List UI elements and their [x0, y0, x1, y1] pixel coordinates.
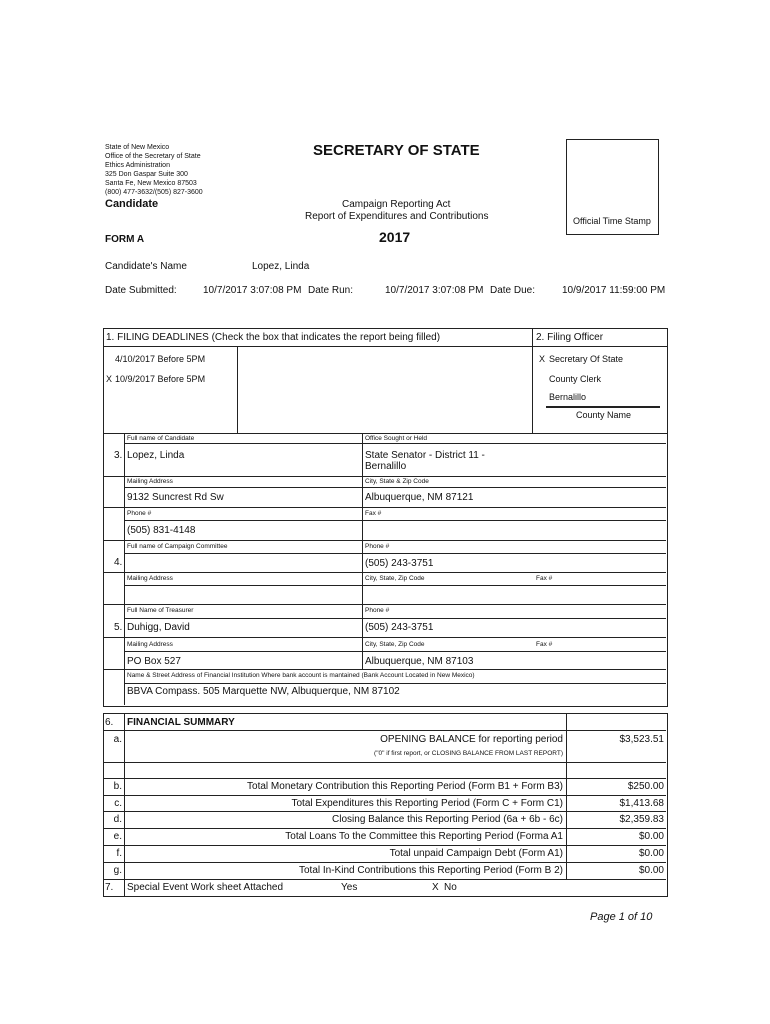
- divider: [124, 553, 666, 554]
- divider: [124, 713, 125, 896]
- row-label: Total In-Kind Contributions this Reporting Period (Form B 2): [298, 865, 563, 876]
- row-label: Total Monetary Contribution this Reporting Period (Form B1 + Form B3): [247, 781, 563, 792]
- agency-line: 325 Don Gaspar Suite 300: [105, 171, 188, 178]
- bank-label: Name & Street Address of Financial Institution Where bank account is mantained (Bank Account Located in New Mexico): [127, 672, 475, 679]
- row-label: Total unpaid Campaign Debt (Form A1): [389, 848, 563, 859]
- treasurer-name-label: Full Name of Treasurer: [127, 607, 194, 614]
- date-due-label: Date Due:: [490, 285, 536, 296]
- act-title: Campaign Reporting Act: [342, 199, 451, 210]
- row-letter: d.: [113, 814, 122, 825]
- time-stamp-label: Official Time Stamp: [573, 216, 651, 226]
- treasurer-phone: (505) 243-3751: [365, 622, 434, 633]
- office-sought: [365, 450, 485, 472]
- treasurer-city-label: City, State, Zip Code: [365, 641, 425, 648]
- row-value: $0.00: [638, 831, 664, 842]
- section-3-number: 3.: [114, 450, 123, 461]
- divider: [103, 828, 666, 829]
- row-label: Total Loans To the Committee this Reporting Period (Forma A1: [285, 831, 563, 842]
- filing-officer-header: 2. Filing Officer: [536, 332, 604, 343]
- divider: [124, 585, 666, 586]
- agency-line: Santa Fe, New Mexico 87503: [105, 180, 197, 187]
- candidate-heading: Candidate: [105, 198, 159, 210]
- summary-number: 6.: [105, 717, 114, 728]
- divider: [103, 604, 666, 605]
- office-sought-label: Office Sought or Held: [365, 435, 428, 442]
- bank-address: BBVA Compass. 505 Marquette NW, Albuquerque, NM 87102: [127, 686, 400, 697]
- divider: [532, 328, 533, 433]
- divider: [362, 433, 363, 669]
- agency-line: Office of the Secretary of State: [105, 153, 201, 160]
- opening-balance-value: $3,523.51: [619, 734, 664, 745]
- filing-deadlines-header: 1. FILING DEADLINES (Check the box that indicates the report being filled): [106, 332, 441, 343]
- committee-name-label: Full name of Campaign Committee: [127, 543, 228, 550]
- row-value: $0.00: [638, 865, 664, 876]
- event-label: Special Event Work sheet Attached: [127, 882, 284, 893]
- city-state-zip: Albuquerque, NM 87121: [365, 492, 474, 503]
- treasurer-mailing: PO Box 527: [127, 656, 181, 667]
- candidate-name-label: Candidate's Name: [105, 261, 187, 272]
- divider: [103, 862, 666, 863]
- sos-mark: X: [539, 354, 546, 364]
- time-stamp-box: [566, 139, 659, 235]
- deadline-option-2: 10/9/2017 Before 5PM: [115, 374, 206, 384]
- divider: [103, 778, 666, 779]
- candidate-full-name: Lopez, Linda: [127, 450, 185, 461]
- treasurer-fax-label: Fax #: [536, 641, 553, 648]
- divider: [103, 762, 666, 763]
- row-value: $0.00: [638, 848, 664, 859]
- summary-title: FINANCIAL SUMMARY: [127, 717, 235, 728]
- opening-balance-note: ("0" if first report, or CLOSING BALANCE FROM LAST REPORT): [374, 750, 563, 757]
- agency-line: Ethics Administration: [105, 162, 170, 169]
- divider: [124, 683, 666, 684]
- date-submitted: 10/7/2017 3:07:08 PM: [203, 285, 302, 296]
- divider: [103, 811, 666, 812]
- report-year: 2017: [379, 229, 411, 245]
- divider: [124, 433, 125, 705]
- divider: [103, 346, 667, 347]
- date-due: 10/9/2017 11:59:00 PM: [562, 285, 666, 296]
- agency-line: State of New Mexico: [105, 144, 170, 151]
- row-letter: g.: [113, 865, 122, 876]
- divider: [103, 730, 666, 731]
- row-letter: b.: [113, 781, 122, 792]
- phone-label: Phone #: [127, 510, 152, 517]
- event-no-mark: X: [432, 882, 439, 893]
- agency-line: (800) 477-3632/(505) 827-3600: [105, 189, 203, 196]
- row-label: Closing Balance this Reporting Period (6a + 6b - 6c): [332, 814, 563, 825]
- section-4-number: 4.: [114, 557, 123, 568]
- row-value: $1,413.68: [619, 798, 664, 809]
- row-value: $2,359.83: [619, 814, 664, 825]
- divider: [103, 845, 666, 846]
- city-state-zip-label: City, State & Zip Code: [365, 478, 429, 485]
- row-letter: e.: [113, 831, 122, 842]
- section-5-number: 5.: [114, 622, 123, 633]
- county-value: Bernalillo: [549, 392, 587, 402]
- row-letter: f.: [116, 848, 122, 859]
- office-line: State Senator - District 11 -: [365, 450, 485, 461]
- county-clerk-option: County Clerk: [549, 374, 602, 384]
- mailing-address-label: Mailing Address: [127, 478, 173, 485]
- treasurer-city: Albuquerque, NM 87103: [365, 656, 474, 667]
- committee-phone-label: Phone #: [365, 543, 390, 550]
- row-letter: c.: [114, 798, 122, 809]
- event-number: 7.: [105, 882, 114, 893]
- treasurer-mailing-label: Mailing Address: [127, 641, 173, 648]
- county-name-label: County Name: [576, 410, 632, 420]
- divider: [103, 879, 666, 880]
- form-label: FORM A: [105, 234, 145, 245]
- treasurer-phone-label: Phone #: [365, 607, 390, 614]
- office-line: Bernalillo: [365, 461, 407, 472]
- divider: [124, 487, 666, 488]
- report-title: Report of Expenditures and Contributions: [305, 211, 489, 222]
- secretary-of-state-option: Secretary Of State: [549, 354, 624, 364]
- committee-fax-label: Fax #: [536, 575, 553, 582]
- row-value: $250.00: [627, 781, 664, 792]
- divider: [237, 347, 238, 433]
- divider: [103, 572, 666, 573]
- event-no: No: [444, 882, 457, 893]
- divider: [103, 795, 666, 796]
- divider: [103, 669, 666, 670]
- divider: [124, 618, 666, 619]
- divider: [124, 651, 666, 652]
- page-number: Page 1 of 10: [590, 911, 653, 923]
- divider: [124, 520, 666, 521]
- row-label: Total Expenditures this Reporting Period (Form C + Form C1): [291, 798, 563, 809]
- mailing-address: 9132 Suncrest Rd Sw: [127, 492, 224, 503]
- opening-balance-label: OPENING BALANCE for reporting period: [380, 734, 563, 745]
- event-yes: Yes: [341, 882, 358, 893]
- fax-label: Fax #: [365, 510, 382, 517]
- candidate-full-name-label: Full name of Candidate: [127, 435, 195, 442]
- divider: [103, 540, 666, 541]
- candidate-name: Lopez, Linda: [252, 261, 310, 272]
- date-run: 10/7/2017 3:07:08 PM: [385, 285, 484, 296]
- divider: [103, 476, 666, 477]
- opening-letter: a.: [113, 734, 122, 745]
- divider: [103, 637, 666, 638]
- treasurer-name: Duhigg, David: [127, 622, 190, 633]
- divider: [546, 406, 660, 408]
- page-title: SECRETARY OF STATE: [313, 142, 480, 159]
- date-submitted-label: Date Submitted:: [105, 285, 177, 296]
- committee-city-label: City, State, Zip Code: [365, 575, 425, 582]
- divider: [103, 507, 666, 508]
- date-run-label: Date Run:: [308, 285, 354, 296]
- agency-address: [105, 143, 203, 197]
- committee-mailing-label: Mailing Address: [127, 575, 173, 582]
- phone-value: (505) 831-4148: [127, 525, 196, 536]
- deadline-option-1: 4/10/2017 Before 5PM: [115, 354, 206, 364]
- committee-phone: (505) 243-3751: [365, 558, 434, 569]
- divider: [124, 443, 666, 444]
- deadline-2-mark: X: [106, 374, 113, 384]
